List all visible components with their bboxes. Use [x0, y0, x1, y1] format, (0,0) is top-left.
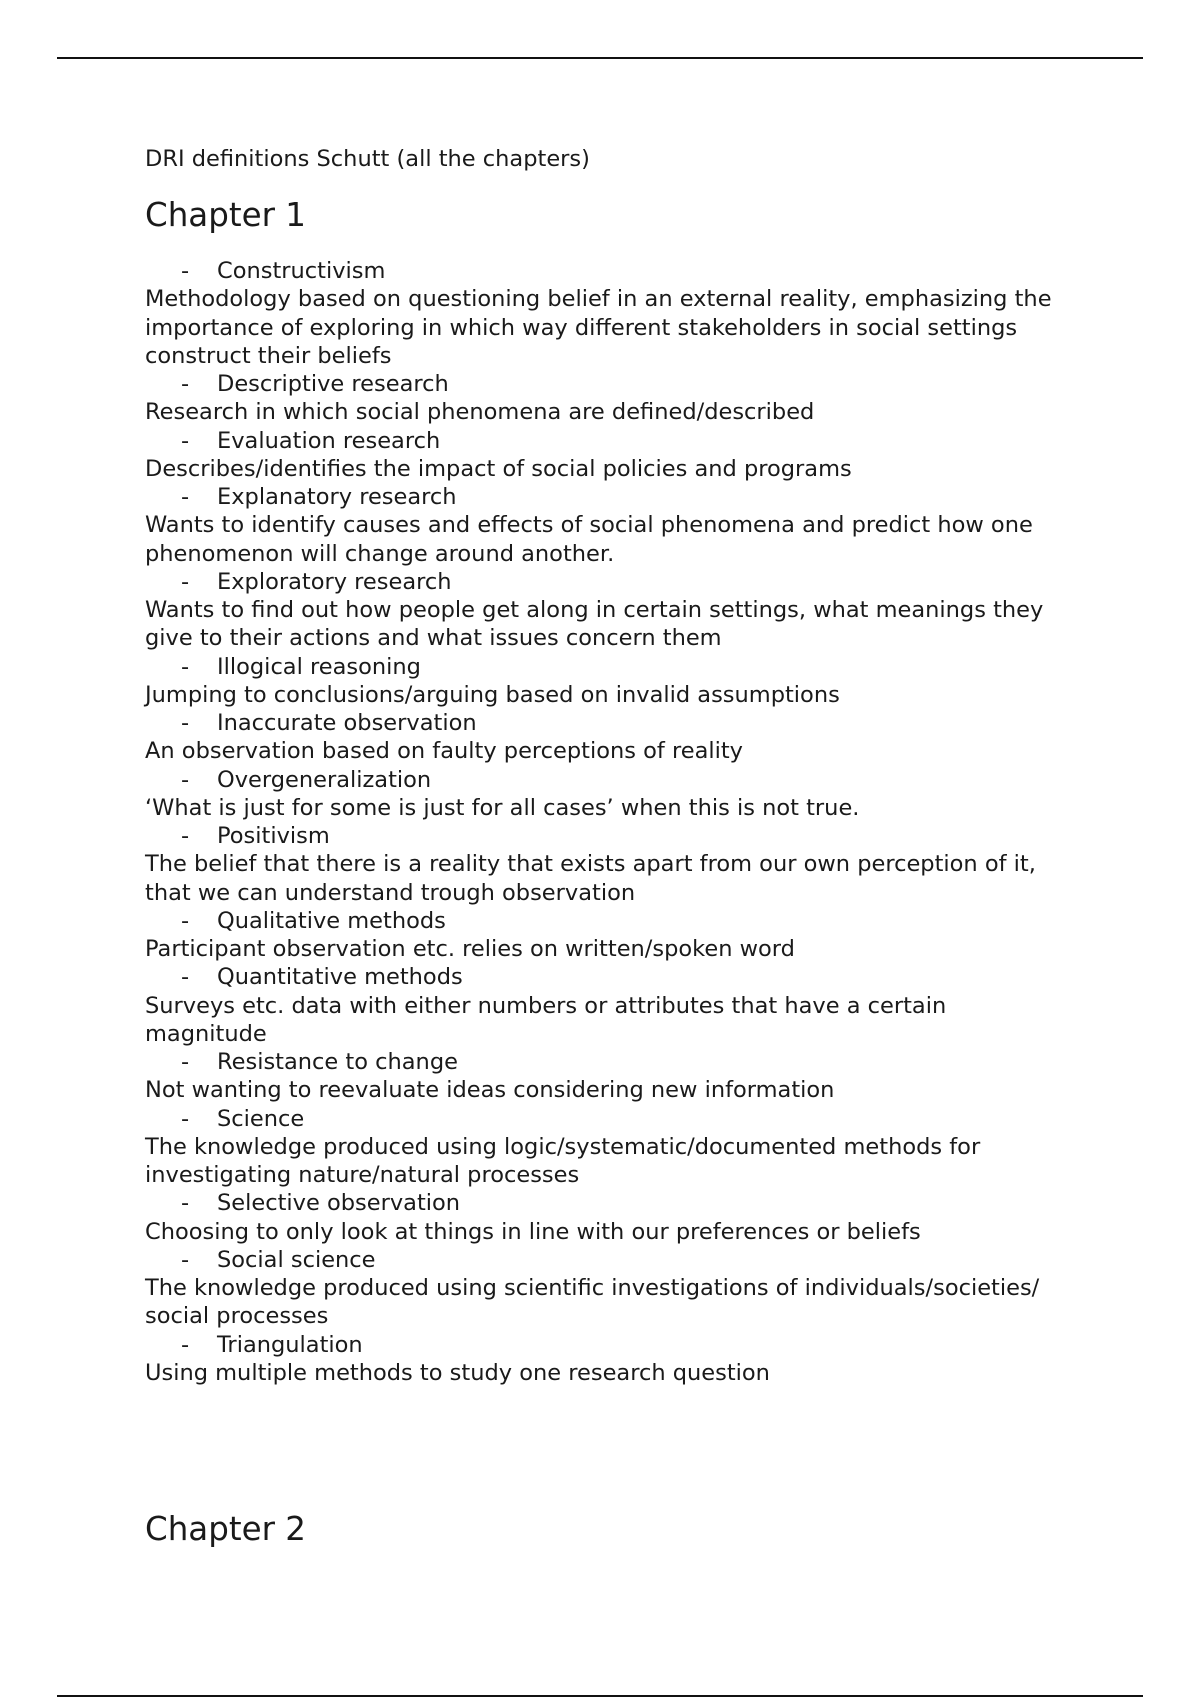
definition-term [145, 370, 1065, 398]
definition-term [145, 1331, 1065, 1359]
definition-term-label: Inaccurate observation [217, 710, 477, 736]
bullet-dash: - [181, 1246, 190, 1273]
bullet-dash: - [181, 568, 190, 595]
definition-term-label: Positivism [217, 823, 330, 849]
definition-text: The belief that there is a reality that exists apart from our own perception of it, that we can understand trough observation [145, 851, 1036, 906]
definition-term-label: Quantitative methods [217, 964, 463, 991]
definition-text: Describes/identifies the impact of social policies and programs [145, 455, 852, 482]
definition-term [145, 822, 1065, 850]
definition-term [145, 1048, 1065, 1076]
definition-text: Methodology based on questioning belief in an external reality, emphasizing the importance of exploring in which way different stakeholders in social settings construct their beliefs [145, 286, 1052, 369]
definition-term-label: Exploratory research [217, 568, 452, 595]
bullet-dash: - [181, 710, 190, 736]
document-title: DRI definitions Schutt (all the chapters) [145, 146, 590, 172]
bullet-dash: - [181, 258, 190, 284]
definition-term-label: Triangulation [217, 1331, 363, 1358]
definition-text: An observation based on faulty perceptions of reality [145, 738, 743, 765]
definition-text: Jumping to conclusions/arguing based on invalid assumptions [145, 681, 840, 708]
definition-term-label: Social science [217, 1246, 376, 1273]
bullet-dash: - [181, 1105, 190, 1132]
definition-text: Wants to identify causes and effects of social phenomena and predict how one phenomenon will change around another. [145, 512, 1033, 567]
bullet-dash: - [181, 964, 190, 991]
definition-term [145, 766, 1065, 794]
definition-term [145, 483, 1065, 511]
bullet-dash: - [181, 427, 190, 454]
bullet-dash: - [181, 484, 190, 510]
definition-text: Not wanting to reevaluate ideas considering new information [145, 1077, 835, 1104]
definition-term [145, 653, 1065, 681]
definition-text: Participant observation etc. relies on written/spoken word [145, 936, 795, 962]
definition-text: The knowledge produced using scientific investigations of individuals/societies/ social processes [145, 1275, 1040, 1330]
definition-text: The knowledge produced using logic/systematic/documented methods for investigating nature/natural processes [145, 1133, 981, 1188]
definition-term-label: Overgeneralization [217, 766, 432, 793]
definition-term [145, 963, 1065, 991]
definition-text: Wants to find out how people get along in certain settings, what meanings they give to their actions and what issues concern them [145, 597, 1044, 652]
definition-term [145, 1105, 1065, 1133]
definition-term-label: Illogical reasoning [217, 653, 421, 680]
definition-term [145, 257, 1065, 285]
definition-term [145, 1189, 1065, 1217]
definition-text: Surveys etc. data with either numbers or attributes that have a certain magnitude [145, 992, 947, 1047]
definition-term-label: Resistance to change [217, 1049, 458, 1075]
definition-text: ‘What is just for some is just for all cases’ when this is not true. [145, 794, 860, 821]
definition-term [145, 1246, 1065, 1274]
page-top-rule [57, 57, 1143, 59]
definition-text: Using multiple methods to study one research question [145, 1359, 770, 1386]
chapter-1-definition-list [145, 257, 1065, 1387]
definition-term [145, 427, 1065, 455]
bullet-dash: - [181, 907, 190, 934]
definition-term-label: Science [217, 1105, 305, 1132]
page-bottom-rule [57, 1695, 1143, 1697]
bullet-dash: - [181, 823, 190, 849]
definition-term-label: Qualitative methods [217, 907, 446, 934]
bullet-dash: - [181, 653, 190, 680]
definition-term-label: Evaluation research [217, 427, 441, 454]
bullet-dash: - [181, 371, 190, 397]
chapter-2-heading: Chapter 2 [145, 1510, 306, 1548]
definition-text: Choosing to only look at things in line with our preferences or beliefs [145, 1218, 921, 1245]
bullet-dash: - [181, 1190, 190, 1217]
definition-term-label: Selective observation [217, 1190, 461, 1217]
document-body [145, 145, 1065, 1387]
definition-term [145, 907, 1065, 935]
chapter-1-heading: Chapter 1 [145, 196, 306, 234]
definition-term-label: Constructivism [217, 258, 386, 284]
bullet-dash: - [181, 766, 190, 793]
definition-term [145, 709, 1065, 737]
definition-term-label: Descriptive research [217, 371, 449, 397]
definition-term [145, 568, 1065, 596]
definition-text: Research in which social phenomena are defined/described [145, 399, 815, 426]
definition-term-label: Explanatory research [217, 484, 457, 510]
bullet-dash: - [181, 1049, 190, 1075]
bullet-dash: - [181, 1331, 190, 1358]
